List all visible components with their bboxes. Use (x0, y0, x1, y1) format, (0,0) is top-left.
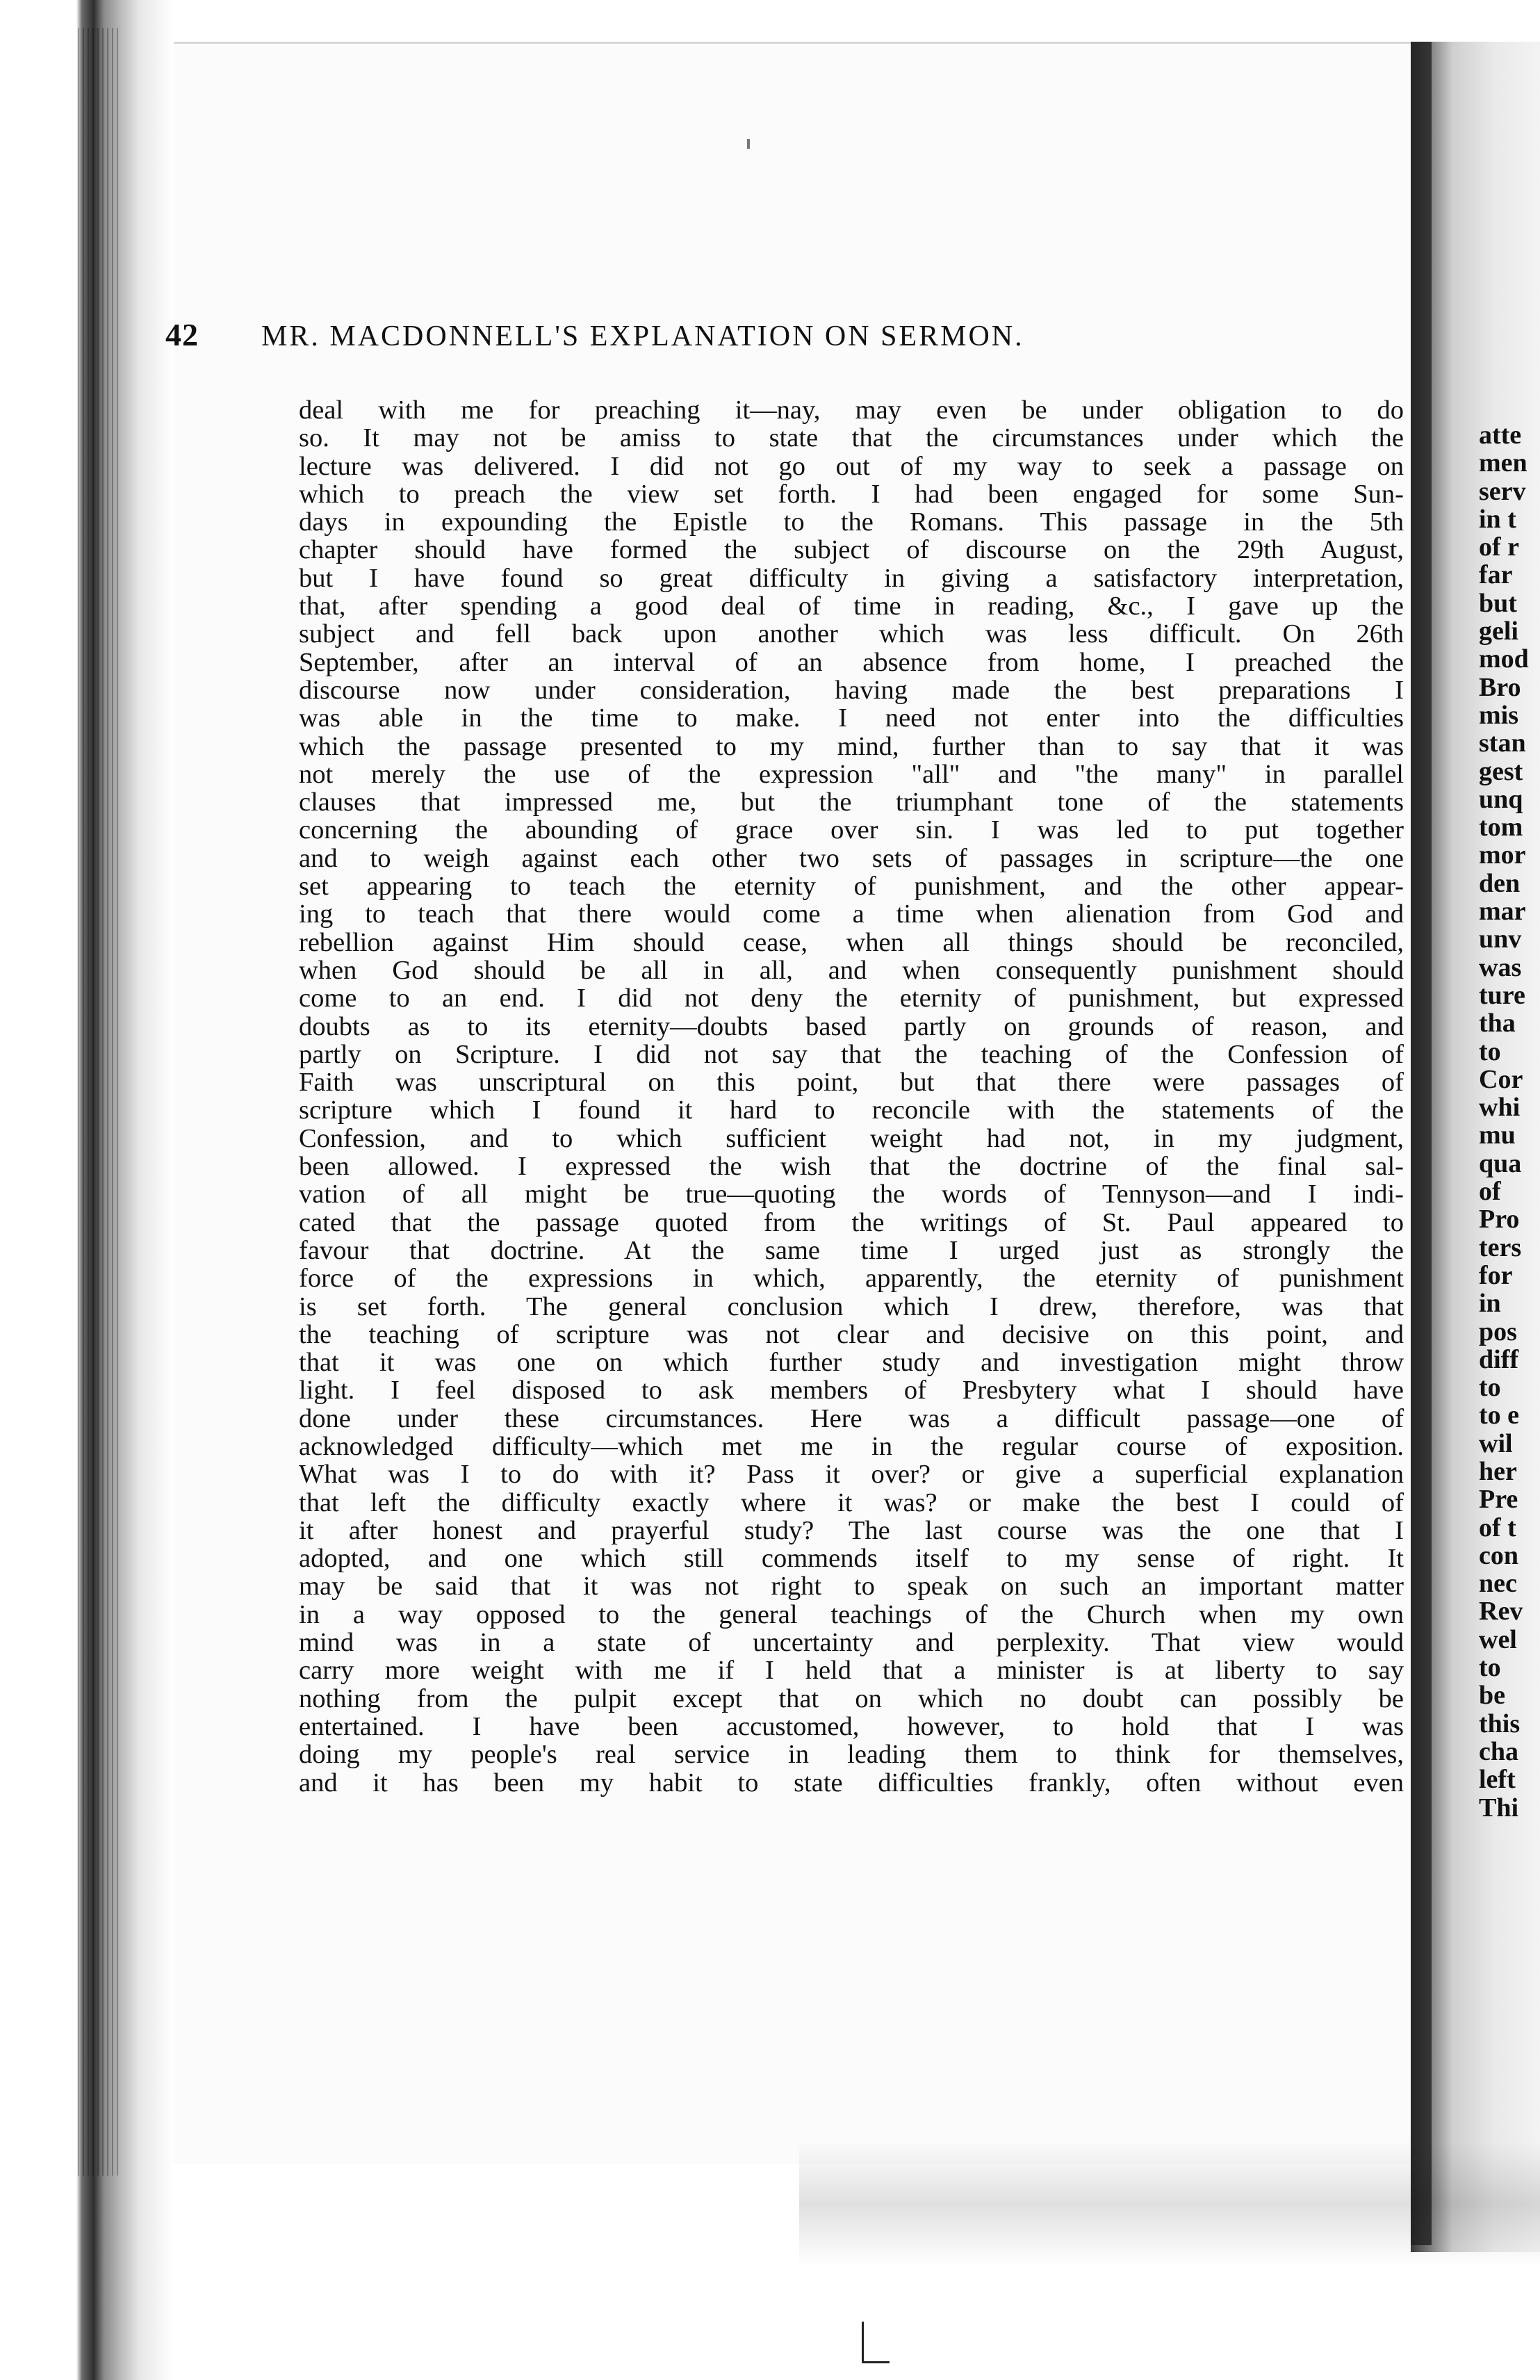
running-title: MR. MACDONNELL'S EXPLANATION ON SERMON. (261, 320, 1024, 352)
adjacent-text-fragment: ters (1479, 1232, 1522, 1262)
text-line: subject and fell back upon another which was less difficult. On 26th (299, 620, 1404, 649)
adjacent-text-fragment: whi (1479, 1093, 1521, 1123)
adjacent-text-fragment: gest (1479, 756, 1523, 786)
text-line: vation of all might be true—quoting the words of Tennyson—and I indi- (299, 1180, 1404, 1209)
adjacent-text-fragment: Rev (1479, 1597, 1523, 1627)
text-line: force of the expressions in which, apparently, the eternity of punishment (299, 1264, 1404, 1293)
adjacent-text-fragment: tha (1479, 1009, 1516, 1038)
text-line: chapter should have formed the subject of discourse on the 29th August, (299, 536, 1404, 564)
text-line: concerning the abounding of grace over sin. I was led to put together (299, 816, 1404, 845)
text-line: which the passage presented to my mind, further than to say that it was (299, 732, 1404, 760)
text-line: days in expounding the Epistle to the Romans. This passage in the 5th (299, 508, 1404, 537)
adjacent-text-fragment: wel (1479, 1624, 1517, 1654)
text-line: Faith was unscriptural on this point, but that there were passages of (299, 1068, 1404, 1097)
text-line: scripture which I found it hard to reconcile with the statements of the (299, 1096, 1404, 1125)
text-line: and it has been my habit to state difficulties frankly, often without even (299, 1768, 1404, 1797)
adjacent-text-fragment: was (1479, 952, 1522, 982)
text-line: may be said that it was not right to speak on such an important matter (299, 1572, 1404, 1601)
text-line: but I have found so great difficulty in giving a satisfactory interpretation, (299, 564, 1404, 593)
adjacent-text-fragment: Pre (1479, 1485, 1518, 1515)
adjacent-text-fragment: atte (1479, 421, 1522, 450)
adjacent-text-fragment: den (1479, 868, 1521, 898)
adjacent-text-fragment: of t (1479, 1513, 1516, 1542)
adjacent-text-fragment: be (1479, 1681, 1505, 1711)
text-line: lecture was delivered. I did not go out of my way to seek a passage on (299, 452, 1404, 480)
adjacent-text-fragment: of (1479, 1177, 1501, 1207)
adjacent-text-fragment: mar (1479, 897, 1526, 927)
adjacent-text-fragment: for (1479, 1260, 1513, 1290)
adjacent-page-text (1479, 421, 1540, 1822)
adjacent-text-fragment: mis (1479, 700, 1518, 730)
text-line: is set forth. The general conclusion which I drew, therefore, was that (299, 1292, 1404, 1321)
adjacent-text-fragment: of r (1479, 532, 1520, 562)
text-line: come to an end. I did not deny the eternity of punishment, but expressed (299, 984, 1404, 1013)
text-line: acknowledged difficulty—which met me in the regular course of exposition. (299, 1432, 1404, 1461)
adjacent-text-fragment: far (1479, 560, 1513, 590)
text-line: which to preach the view set forth. I had been engaged for some Sun- (299, 480, 1404, 509)
adjacent-text-fragment: Cor (1479, 1064, 1523, 1094)
text-line: favour that doctrine. At the same time I urged just as strongly the (299, 1236, 1404, 1265)
adjacent-text-fragment: stan (1479, 728, 1526, 758)
adjacent-text-fragment: cha (1479, 1736, 1518, 1766)
text-line: in a way opposed to the general teachings of the Church when my own (299, 1600, 1404, 1629)
adjacent-text-fragment: con (1479, 1540, 1518, 1570)
text-line: that, after spending a good deal of time in reading, &c., I gave up the (299, 592, 1404, 621)
page-header (165, 316, 1277, 365)
adjacent-text-fragment: pos (1479, 1317, 1517, 1346)
adjacent-text-fragment: to e (1479, 1401, 1520, 1431)
scan-shadow (799, 2141, 1540, 2266)
text-line: What was I to do with it? Pass it over? or give a superficial explanation (299, 1460, 1404, 1489)
text-line: partly on Scripture. I did not say that the teaching of the Confession of (299, 1040, 1404, 1069)
adjacent-text-fragment: men (1479, 448, 1527, 478)
adjacent-text-fragment: Thi (1479, 1793, 1519, 1822)
text-line: carry more weight with me if I held that a minister is at liberty to say (299, 1656, 1404, 1685)
text-line: rebellion against Him should cease, when all things should be reconciled, (299, 928, 1404, 956)
adjacent-text-fragment: but (1479, 588, 1517, 618)
adjacent-text-fragment: this (1479, 1709, 1521, 1738)
text-line: done under these circumstances. Here was a difficult passage—one of (299, 1404, 1404, 1433)
gutter-shadow (1411, 42, 1432, 2245)
adjacent-text-fragment: wil (1479, 1428, 1513, 1458)
adjacent-text-fragment: serv (1479, 476, 1526, 506)
adjacent-text-fragment: Bro (1479, 672, 1521, 702)
text-line: discourse now under consideration, having made the best preparations I (299, 676, 1404, 705)
text-line: nothing from the pulpit except that on which no doubt can possibly be (299, 1684, 1404, 1713)
text-line: been allowed. I expressed the wish that the doctrine of the final sal- (299, 1152, 1404, 1181)
text-line: light. I feel disposed to ask members of Presbytery what I should have (299, 1376, 1404, 1405)
adjacent-text-fragment: in (1479, 1289, 1501, 1319)
adjacent-text-fragment: Pro (1479, 1205, 1520, 1234)
adjacent-text-fragment: to (1479, 1036, 1501, 1066)
text-line: that it was one on which further study and investigation might throw (299, 1348, 1404, 1377)
page-number: 42 (165, 317, 199, 352)
text-line: when God should be all in all, and when consequently punishment should (299, 956, 1404, 985)
adjacent-text-fragment: mor (1479, 840, 1526, 870)
page-edges (78, 28, 120, 2176)
scan-mark (747, 139, 750, 149)
adjacent-text-fragment: ture (1479, 980, 1525, 1010)
text-line: the teaching of scripture was not clear and decisive on this point, and (299, 1320, 1404, 1349)
adjacent-text-fragment: her (1479, 1456, 1517, 1486)
adjacent-text-fragment: in t (1479, 504, 1516, 534)
text-line: deal with me for preaching it—nay, may even be under obligation to do (299, 396, 1404, 425)
text-line: it after honest and prayerful study? The last course was the one that I (299, 1516, 1404, 1545)
text-line: September, after an interval of an absence from home, I preached the (299, 648, 1404, 676)
crop-mark (862, 2322, 864, 2363)
crop-mark (862, 2361, 890, 2363)
adjacent-text-fragment: to (1479, 1373, 1501, 1403)
adjacent-text-fragment: unq (1479, 784, 1523, 814)
text-line: Confession, and to which sufficient weight had not, in my judgment, (299, 1124, 1404, 1153)
text-line: doing my people's real service in leading them to think for themselves, (299, 1741, 1404, 1769)
adjacent-text-fragment: mu (1479, 1120, 1516, 1150)
text-line: clauses that impressed me, but the triumphant tone of the statements (299, 788, 1404, 817)
text-line: not merely the use of the expression "all" and "the many" in parallel (299, 760, 1404, 789)
adjacent-text-fragment: mod (1479, 644, 1529, 674)
body-text (299, 396, 1404, 1797)
adjacent-text-fragment: unv (1479, 924, 1522, 954)
text-line: adopted, and one which still commends itself to my sense of right. It (299, 1544, 1404, 1573)
text-line: cated that the passage quoted from the writings of St. Paul appeared to (299, 1208, 1404, 1237)
adjacent-text-fragment: tom (1479, 813, 1523, 842)
text-line: set appearing to teach the eternity of punishment, and the other appear- (299, 872, 1404, 901)
adjacent-text-fragment: qua (1479, 1148, 1522, 1178)
adjacent-text-fragment: diff (1479, 1344, 1518, 1374)
adjacent-text-fragment: geli (1479, 617, 1518, 646)
text-line: entertained. I have been accustomed, however, to hold that I was (299, 1712, 1404, 1741)
text-line: that left the difficulty exactly where it was? or make the best I could of (299, 1488, 1404, 1517)
text-line: and to weigh against each other two sets of passages in scripture—the one (299, 844, 1404, 873)
text-line: doubts as to its eternity—doubts based partly on grounds of reason, and (299, 1012, 1404, 1041)
adjacent-text-fragment: to (1479, 1653, 1501, 1683)
text-line: mind was in a state of uncertainty and perplexity. That view would (299, 1629, 1404, 1657)
text-line: so. It may not be amiss to state that the circumstances under which the (299, 424, 1404, 453)
text-line: ing to teach that there would come a time when alienation from God and (299, 900, 1404, 929)
text-line: was able in the time to make. I need not enter into the difficulties (299, 704, 1404, 733)
adjacent-text-fragment: nec (1479, 1569, 1517, 1599)
adjacent-text-fragment: left (1479, 1765, 1516, 1795)
